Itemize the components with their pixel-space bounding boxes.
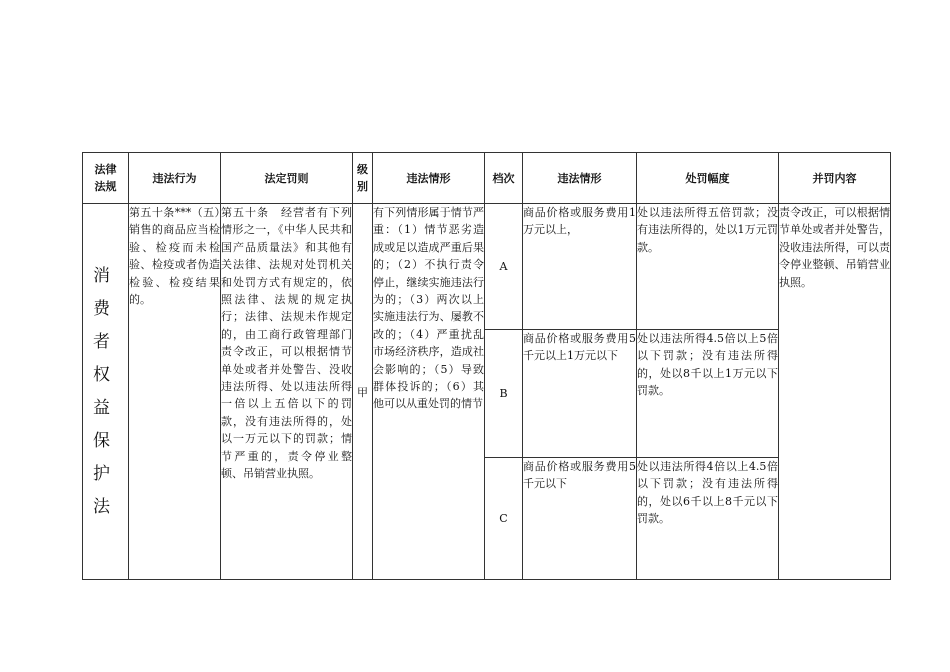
grade-cell-b: B (485, 330, 523, 458)
range-a: 处以违法所得五倍罚款；没有违法所得的，处以1万元罚款。 (637, 204, 779, 330)
penalty-rule-cell: 第五十条 经营者有下列情形之一，《中华人民共和国产品质量法》和其他有关法律、法规对处罚机关和处罚方式有规定的，依照法律、法规的规定执行；法律、法规未作规定的，由工商行政管理部门责令改正，可以根据情节单处或者并处警告、没收违法所得、处以违法所得一倍以上五倍以下的罚款，没有违法所得的，处以一万元以下的罚款；情节严重的，责令停业整顿、吊销营业执照。 (221, 204, 353, 580)
range-b: 处以违法所得4.5倍以上5倍以下罚款；没有违法所得的，处以8千以上1万元以下罚款。 (637, 330, 779, 458)
behavior-cell: 第五十条***（五）销售的商品应当检验、检疫而未检验、检疫或者伪造检验、检疫结果的。 (129, 204, 221, 580)
level-cell: 甲 (353, 204, 373, 580)
penalty-table (82, 152, 891, 580)
header-behavior: 违法行为 (129, 153, 221, 204)
header-law: 法律法规 (83, 153, 129, 204)
tier-situation-c: 商品价格或服务费用5千元以下 (523, 458, 637, 580)
header-grade: 档次 (485, 153, 523, 204)
table-row (83, 204, 891, 330)
tier-situation-a: 商品价格或服务费用1万元以上， (523, 204, 637, 330)
tier-situation-b: 商品价格或服务费用5千元以上1万元以下 (523, 330, 637, 458)
combined-penalty-cell: 责令改正，可以根据情节单处或者并处警告，没收违法所得，可以责令停业整顿、吊销营业执照。 (779, 204, 891, 580)
header-level: 级别 (353, 153, 373, 204)
header-combined: 并罚内容 (779, 153, 891, 204)
header-row (83, 153, 891, 204)
header-tier-situation: 违法情形 (523, 153, 637, 204)
header-range: 处罚幅度 (637, 153, 779, 204)
law-name-cell: 消费者权益保护法 (83, 204, 129, 580)
range-c: 处以违法所得4倍以上4.5倍以下罚款；没有违法所得的，处以6千以上8千元以下罚款。 (637, 458, 779, 580)
grade-cell-c: C (485, 458, 523, 580)
grade-cell-a: A (485, 204, 523, 330)
header-situation: 违法情形 (373, 153, 485, 204)
situation-cell: 有下列情形属于情节严重：（1）情节恶劣造成或足以造成严重后果的；（2）不执行责令停止，继续实施违法行为的；（3）两次以上实施违法行为、屡教不改的；（4）严重扰乱市场经济秩序，造成社会影响的；（5）导致群体投诉的；（6）其他可以从重处罚的情节 (373, 204, 485, 580)
header-penalty-rule: 法定罚则 (221, 153, 353, 204)
